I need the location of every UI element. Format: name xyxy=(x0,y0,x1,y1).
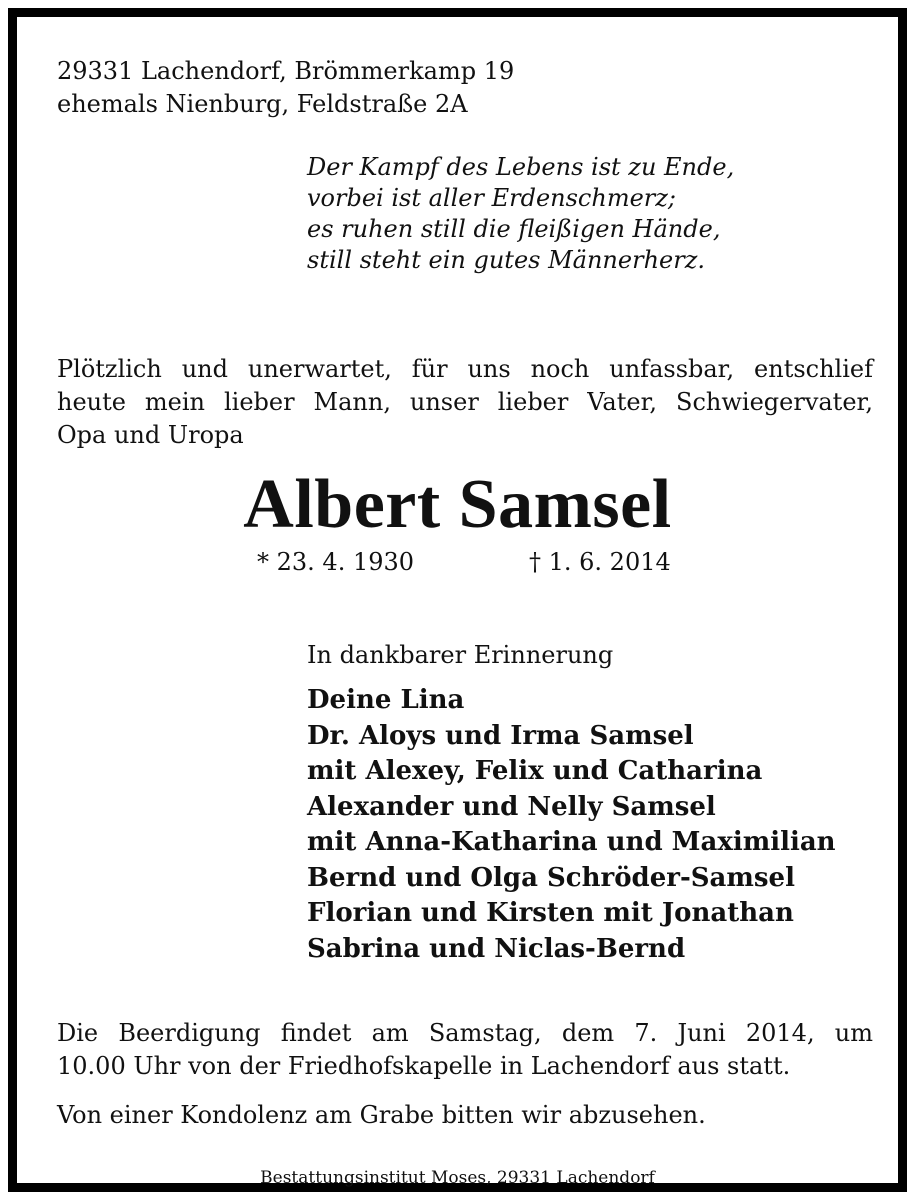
poem-line: vorbei ist aller Erdenschmerz; xyxy=(307,184,676,212)
intro-text xyxy=(57,353,873,452)
funeral-info xyxy=(57,1017,873,1083)
intro-line: Plötzlich und unerwartet, für uns noch unfassbar, entschlief xyxy=(57,355,873,383)
family-member: Sabrina und Niclas-Bernd xyxy=(307,933,686,964)
death-date: † 1. 6. 2014 xyxy=(529,548,671,576)
family-member: Florian und Kirsten mit Jonathan xyxy=(307,898,794,928)
obituary-notice xyxy=(8,8,907,1192)
undertaker-credit: Bestattungsinstitut Moses, 29331 Lachendorf xyxy=(260,1168,655,1188)
poem-line: Der Kampf des Lebens ist zu Ende, xyxy=(307,153,735,181)
family-member: mit Anna-Katharina und Maximilian xyxy=(307,827,836,857)
deceased-name: Albert Samsel xyxy=(243,466,672,543)
family-member: Bernd und Olga Schröder-Samsel xyxy=(307,862,795,893)
family-member: Deine Lina xyxy=(307,685,465,715)
address-block xyxy=(57,55,514,121)
funeral-line: 10.00 Uhr von der Friedhofskapelle in Lachendorf aus statt. xyxy=(57,1052,791,1080)
address-line: ehemals Nienburg, Feldstraße 2A xyxy=(57,90,468,118)
remembrance-text: In dankbarer Erinnerung xyxy=(307,641,614,669)
address-line: 29331 Lachendorf, Brömmerkamp 19 xyxy=(57,57,515,85)
intro-line: heute mein lieber Mann, unser lieber Vater, Schwiegervater, xyxy=(57,388,873,416)
poem-line: still steht ein gutes Männerherz. xyxy=(307,246,705,274)
condolence-note: Von einer Kondolenz am Grabe bitten wir abzusehen. xyxy=(57,1101,706,1129)
birth-date: * 23. 4. 1930 xyxy=(257,548,415,576)
family-member: Alexander und Nelly Samsel xyxy=(307,791,716,822)
intro-line: Opa und Uropa xyxy=(57,421,244,449)
family-member: mit Alexey, Felix und Catharina xyxy=(307,756,763,786)
poem xyxy=(307,152,734,276)
family-list xyxy=(307,683,836,967)
poem-line: es ruhen still die fleißigen Hände, xyxy=(307,215,721,243)
funeral-line: Die Beerdigung findet am Samstag, dem 7. Juni 2014, um xyxy=(57,1019,873,1047)
family-member: Dr. Aloys und Irma Samsel xyxy=(307,720,694,751)
